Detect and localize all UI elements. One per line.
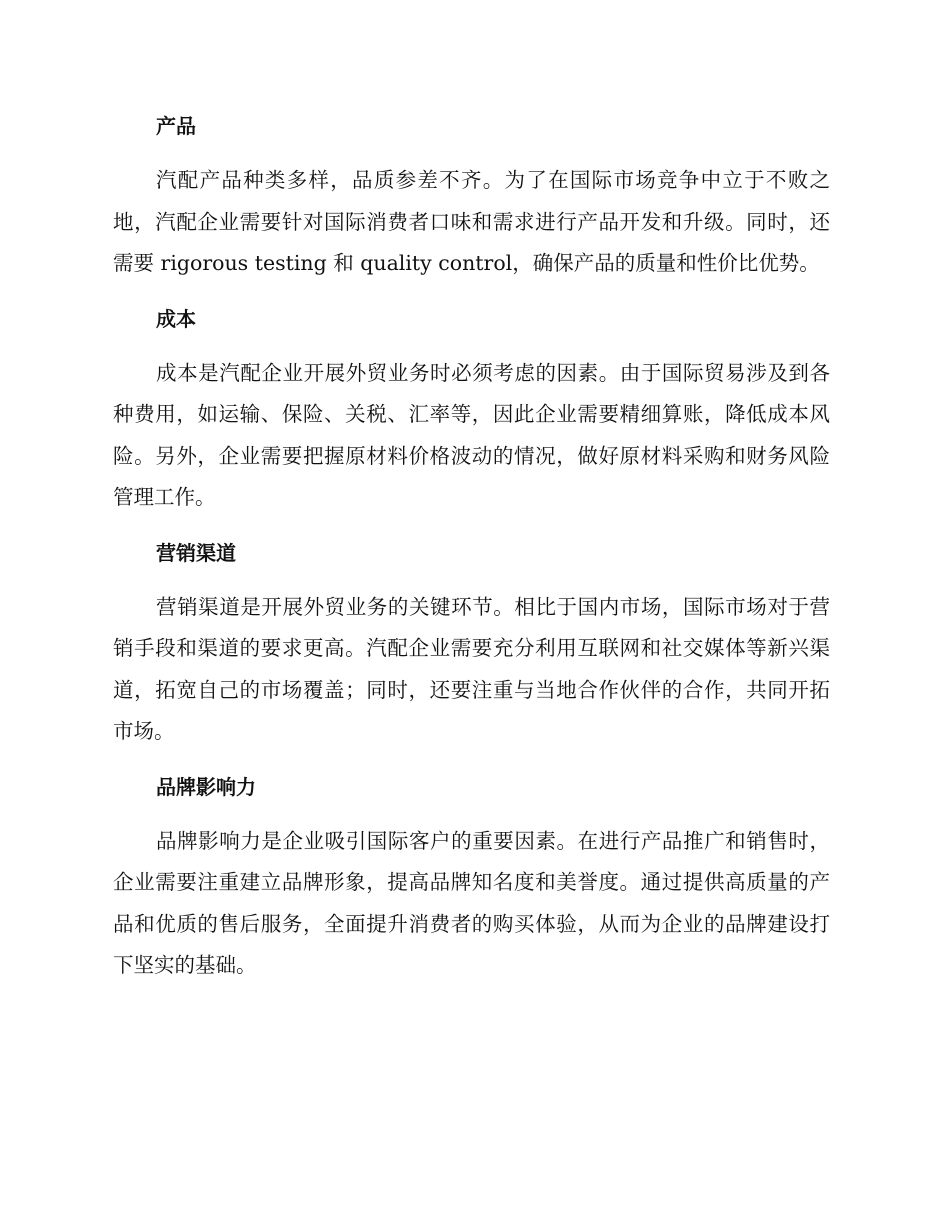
section-body-product: 汽配产品种类多样，品质参差不齐。为了在国际市场竞争中立于不败之地，汽配企业需要针对国际消费者口味和需求进行产品开发和升级。同时，还需要 rigorous testing 和 quality control，确保产品的质量和性价比优势。 bbox=[113, 168, 830, 275]
section-heading-cost: 成本 bbox=[156, 306, 196, 331]
section-heading-marketing-channels: 营销渠道 bbox=[156, 540, 236, 565]
document-content bbox=[113, 104, 830, 999]
section-body-marketing-channels: 营销渠道是开展外贸业务的关键环节。相比于国内市场，国际市场对于营销手段和渠道的要求更高。汽配企业需要充分利用互联网和社交媒体等新兴渠道，拓宽自己的市场覆盖；同时，还要注重与当地合作伙伴的合作，共同开拓市场。 bbox=[113, 594, 830, 743]
section-heading-brand-influence: 品牌影响力 bbox=[156, 774, 256, 799]
section-heading-product: 产品 bbox=[156, 114, 196, 138]
section-body-brand-influence: 品牌影响力是企业吸引国际客户的重要因素。在进行产品推广和销售时，企业需要注重建立品牌形象，提高品牌知名度和美誉度。通过提供高质量的产品和优质的售后服务，全面提升消费者的购买体验，从而为企业的品牌建设打下坚实的基础。 bbox=[113, 828, 830, 977]
section-body-cost: 成本是汽配企业开展外贸业务时必须考虑的因素。由于国际贸易涉及到各种费用，如运输、保险、关税、汇率等，因此企业需要精细算账，降低成本风险。另外，企业需要把握原材料价格波动的情况，做好原材料采购和财务风险管理工作。 bbox=[113, 360, 830, 509]
